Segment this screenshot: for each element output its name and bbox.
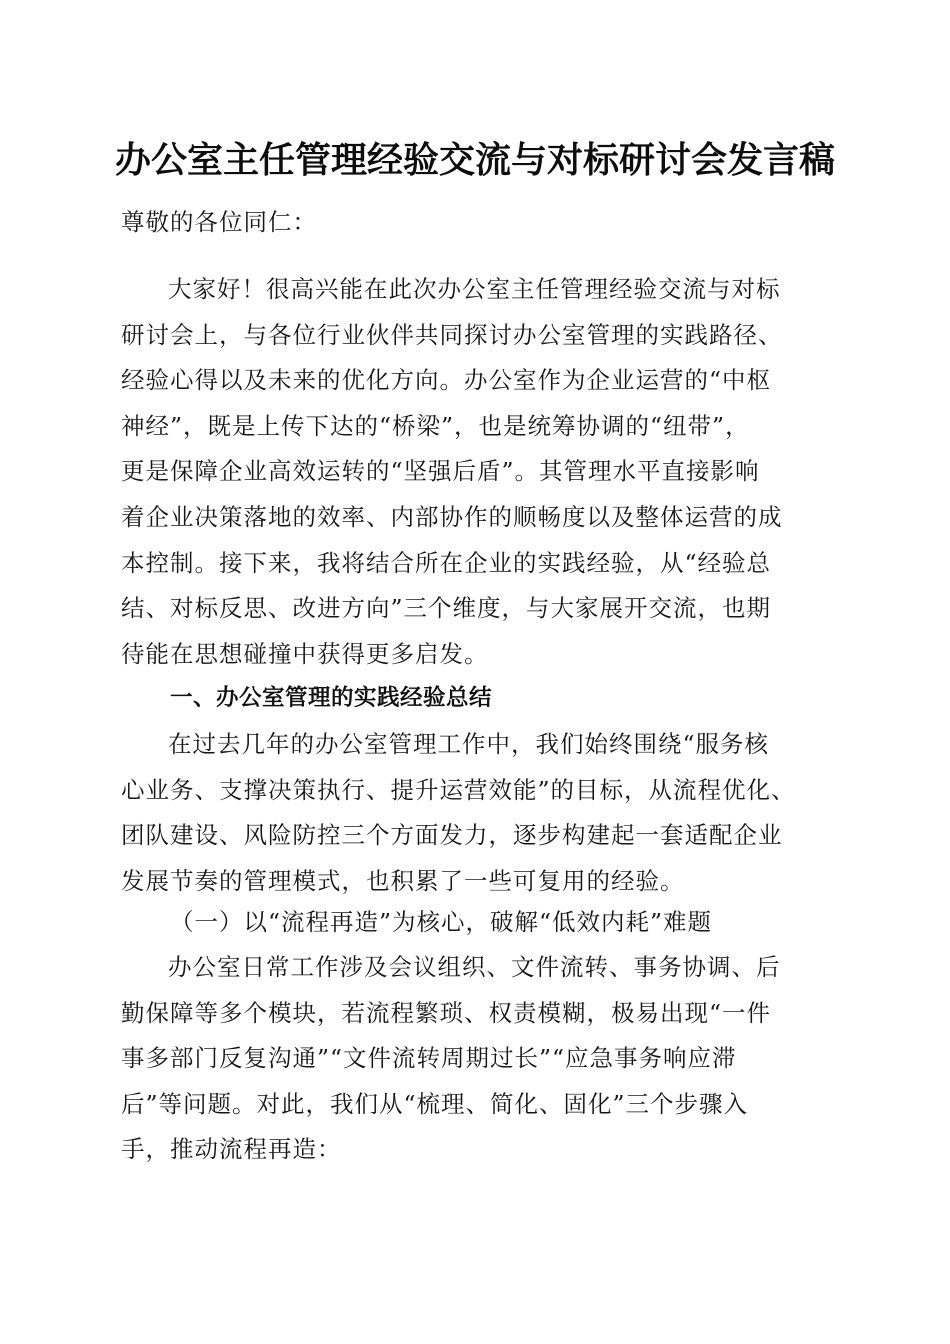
paragraph-line: 更是保障企业高效运转的“坚强后盾”。其管理水平直接影响 — [121, 457, 760, 486]
document-title: 办公室主任管理经验交流与对标研讨会发言稿 — [114, 139, 835, 181]
paragraph-line: 手，推动流程再造： — [121, 1135, 342, 1164]
paragraph-line: 着企业决策落地的效率、内部协作的顺畅度以及整体运营的成 — [121, 502, 783, 531]
paragraph-line: 办公室日常工作涉及会议组织、文件流转、事务协调、后 — [168, 953, 781, 981]
subsection-heading: （一）以“流程再造”为核心，破解“低效内耗”难题 — [170, 908, 713, 936]
section-heading: 一、办公室管理的实践经验总结 — [170, 685, 493, 711]
paragraph-line: 本控制。接下来，我将结合所在企业的实践经验，从“经验总 — [121, 548, 772, 577]
paragraph-line: 勤保障等多个模块，若流程繁琐、权责模糊，极易出现“一件 — [121, 998, 772, 1027]
paragraph-line: 待能在思想碰撞中获得更多启发。 — [121, 639, 489, 668]
paragraph-line: 大家好！很高兴能在此次办公室主任管理经验交流与对标 — [168, 275, 781, 303]
paragraph-line: 心业务、支撑决策执行、提升运营效能”的目标，从流程优化、 — [121, 775, 796, 804]
paragraph-line: 事多部门反复沟通”“文件流转周期过长”“应急事务响应滞 — [121, 1044, 737, 1073]
salutation: 尊敬的各位同仁： — [121, 208, 317, 236]
section1-paragraph — [121, 722, 841, 904]
paragraph-line: 经验心得以及未来的优化方向。办公室作为企业运营的“中枢 — [121, 366, 772, 395]
paragraph-line: 在过去几年的办公室管理工作中，我们始终围绕“服务核 — [168, 730, 770, 758]
intro-paragraph — [121, 267, 841, 677]
paragraph-line: 后”等问题。对此，我们从“梳理、简化、固化”三个步骤入 — [121, 1089, 749, 1118]
paragraph-line: 发展节奏的管理模式，也积累了一些可复用的经验。 — [121, 866, 685, 895]
paragraph-line: 结、对标反思、改进方向”三个维度，与大家展开交流，也期 — [121, 594, 772, 623]
subsection1-paragraph — [121, 945, 841, 1173]
paragraph-line: 神经”，既是上传下达的“桥梁”，也是统筹协调的“纽带”， — [121, 411, 750, 440]
paragraph-line: 研讨会上，与各位行业伙伴共同探讨办公室管理的实践路径、 — [121, 320, 783, 349]
paragraph-line: 团队建设、风险防控三个方面发力，逐步构建起一套适配企业 — [121, 821, 783, 850]
